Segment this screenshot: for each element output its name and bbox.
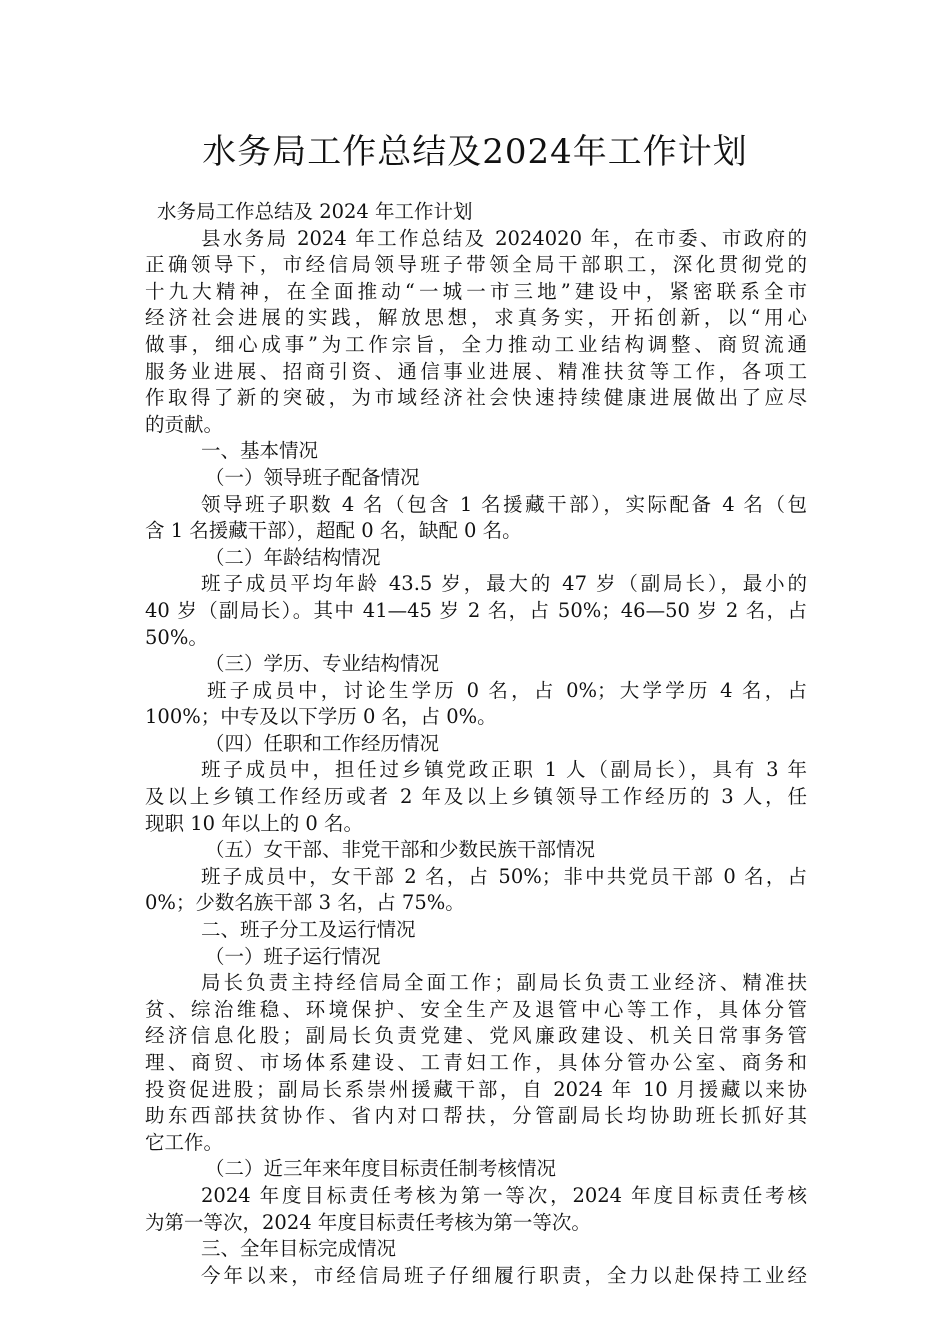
- text-line: 服务业进展、招商引资、通信事业进展、精准扶贫等工作，各项工: [145, 359, 807, 383]
- text-line: （四）任职和工作经历情况: [205, 731, 440, 755]
- text-line: 县水务局 2024 年工作总结及 2024020 年，在市委、市政府的: [201, 226, 807, 250]
- text-line: 二、班子分工及运行情况: [201, 918, 416, 942]
- text-line: 班子成员中，讨论生学历 0 名，占 0%；大学学历 4 名，占: [207, 678, 807, 702]
- document-body: [145, 199, 807, 1289]
- text-line: 班子成员中，担任过乡镇党政正职 1 人（副局长），具有 3 年: [201, 758, 807, 782]
- text-line: 的贡献。: [145, 412, 224, 436]
- text-line: 作取得了新的突破，为市域经济社会快速持续健康进展做出了应尽: [145, 386, 807, 410]
- text-line: 现职 10 年以上的 0 名。: [145, 811, 364, 835]
- text-line: 2024 年度目标责任考核为第一等次，2024 年度目标责任考核: [201, 1183, 807, 1207]
- text-line: 经济社会进展的实践，解放思想，求真务实，开拓创新，以“用心: [145, 306, 807, 330]
- text-line: （三）学历、专业结构情况: [205, 652, 440, 676]
- text-line: 它工作。: [145, 1130, 224, 1154]
- text-line: 水务局工作总结及 2024 年工作计划: [157, 200, 473, 223]
- text-line: 十九大精神，在全面推动“一城一市三地”建设中，紧密联系全市: [145, 279, 807, 303]
- text-line: 做事，细心成事”为工作宗旨，全力推动工业结构调整、商贸流通: [145, 332, 807, 356]
- text-line: 助东西部扶贫协作、省内对口帮扶，分管副局长均协助班长抓好其: [145, 1104, 807, 1128]
- text-line: 0%；少数名族干部 3 名，占 75%。: [145, 891, 465, 915]
- text-line: 三、全年目标完成情况: [201, 1237, 397, 1261]
- text-line: 及以上乡镇工作经历或者 2 年及以上乡镇领导工作经历的 3 人，任: [145, 785, 807, 809]
- text-line: （二）年龄结构情况: [205, 545, 381, 569]
- text-line: （五）女干部、非党干部和少数民族干部情况: [205, 838, 596, 862]
- text-line: 班子成员中，女干部 2 名，占 50%；非中共党员干部 0 名，占: [201, 864, 807, 888]
- text-line: 今年以来，市经信局班子仔细履行职责，全力以赴保持工业经: [201, 1263, 807, 1287]
- text-line: 班子成员平均年龄 43.5 岁，最大的 47 岁（副局长），最小的: [201, 572, 807, 596]
- text-line: （二）近三年来年度目标责任制考核情况: [205, 1157, 557, 1181]
- text-line: 局长负责主持经信局全面工作；副局长负责工业经济、精准扶: [201, 971, 807, 995]
- text-line: （一）领导班子配备情况: [205, 465, 420, 489]
- text-line: 一、基本情况: [201, 439, 319, 463]
- text-line: 贫、综治维稳、环境保护、安全生产及退管中心等工作，具体分管: [145, 997, 807, 1021]
- text-line: （一）班子运行情况: [205, 944, 381, 968]
- text-line: 经济信息化股；副局长负责党建、党风廉政建设、机关日常事务管: [145, 1024, 807, 1048]
- document-title: 水务局工作总结及2024年工作计划: [202, 132, 748, 172]
- text-line: 理、商贸、市场体系建设、工青妇工作，具体分管办公室、商务和: [145, 1051, 807, 1074]
- text-line: 正确领导下，市经信局领导班子带领全局干部职工，深化贯彻党的: [145, 253, 807, 277]
- text-line: 为第一等次，2024 年度目标责任考核为第一等次。: [145, 1210, 591, 1234]
- text-line: 含 1 名援藏干部），超配 0 名，缺配 0 名。: [145, 519, 522, 543]
- text-line: 投资促进股；副局长系崇州援藏干部，自 2024 年 10 月援藏以来协: [145, 1077, 807, 1101]
- text-line: 40 岁（副局长）。其中 41—45 岁 2 名，占 50%；46—50 岁 2 名，占: [145, 598, 807, 622]
- text-line: 100%；中专及以下学历 0 名，占 0%。: [145, 705, 497, 729]
- text-line: 领导班子职数 4 名（包含 1 名援藏干部），实际配备 4 名（包: [201, 492, 807, 516]
- text-line: 50%。: [145, 625, 208, 649]
